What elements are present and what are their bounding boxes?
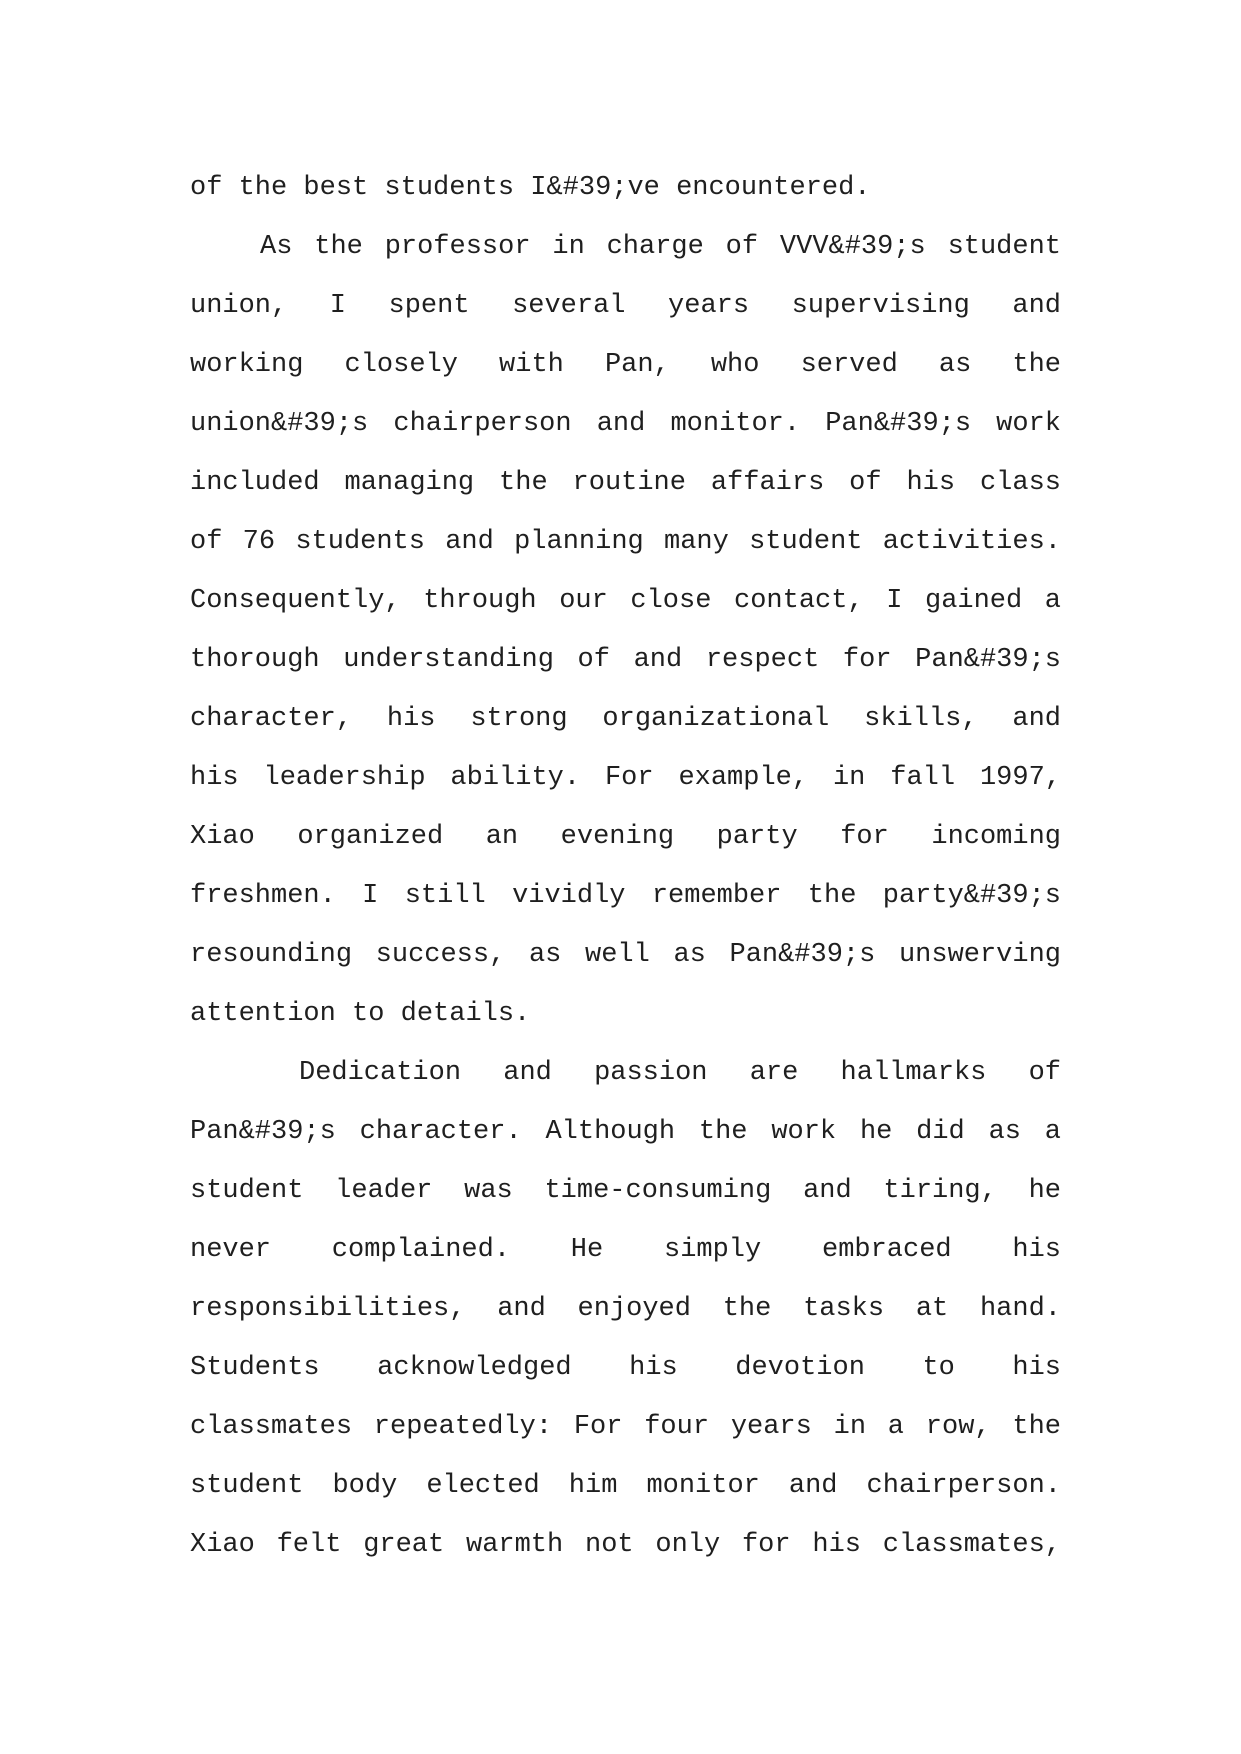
text-line: never complained. He simply embraced his <box>190 1235 1061 1265</box>
text-line: Students acknowledged his devotion to his <box>190 1353 1061 1383</box>
text-line: included managing the routine affairs of his class <box>190 468 1061 498</box>
text-line: student body elected him monitor and chairperson. <box>190 1471 1061 1501</box>
text-line: union, I spent several years supervising and <box>190 291 1061 321</box>
text-line: freshmen. I still vividly remember the party&#39;s <box>190 881 1061 911</box>
text-line: resounding success, as well as Pan&#39;s unswerving <box>190 940 1061 970</box>
text-line: thorough understanding of and respect for Pan&#39;s <box>190 645 1061 675</box>
text-line: Pan&#39;s character. Although the work he did as a <box>190 1117 1061 1147</box>
text-line: his leadership ability. For example, in fall 1997, <box>190 763 1061 793</box>
text-line: student leader was time-consuming and tiring, he <box>190 1176 1061 1206</box>
text-line: Consequently, through our close contact, I gained a <box>190 586 1061 616</box>
paragraph <box>190 1044 1061 1575</box>
text-line: of the best students I&#39;ve encountered. <box>190 173 871 203</box>
text-line: responsibilities, and enjoyed the tasks at hand. <box>190 1294 1061 1324</box>
text-line: character, his strong organizational skills, and <box>190 704 1061 734</box>
text-line: As the professor in charge of VVV&#39;s student <box>260 232 1061 262</box>
paragraph <box>190 159 1061 218</box>
text-line: attention to details. <box>190 999 531 1029</box>
text-line: of 76 students and planning many student activities. <box>190 527 1061 557</box>
text-line: Dedication and passion are hallmarks of <box>299 1058 1061 1088</box>
text-line: classmates repeatedly: For four years in a row, the <box>190 1412 1061 1442</box>
text-line: Xiao felt great warmth not only for his classmates, <box>190 1530 1061 1560</box>
text-line: working closely with Pan, who served as the <box>190 350 1061 380</box>
text-line: Xiao organized an evening party for incoming <box>190 822 1061 852</box>
text-line: union&#39;s chairperson and monitor. Pan&#39;s work <box>190 409 1061 439</box>
body-text <box>190 159 1061 1575</box>
paragraph <box>190 218 1061 1044</box>
